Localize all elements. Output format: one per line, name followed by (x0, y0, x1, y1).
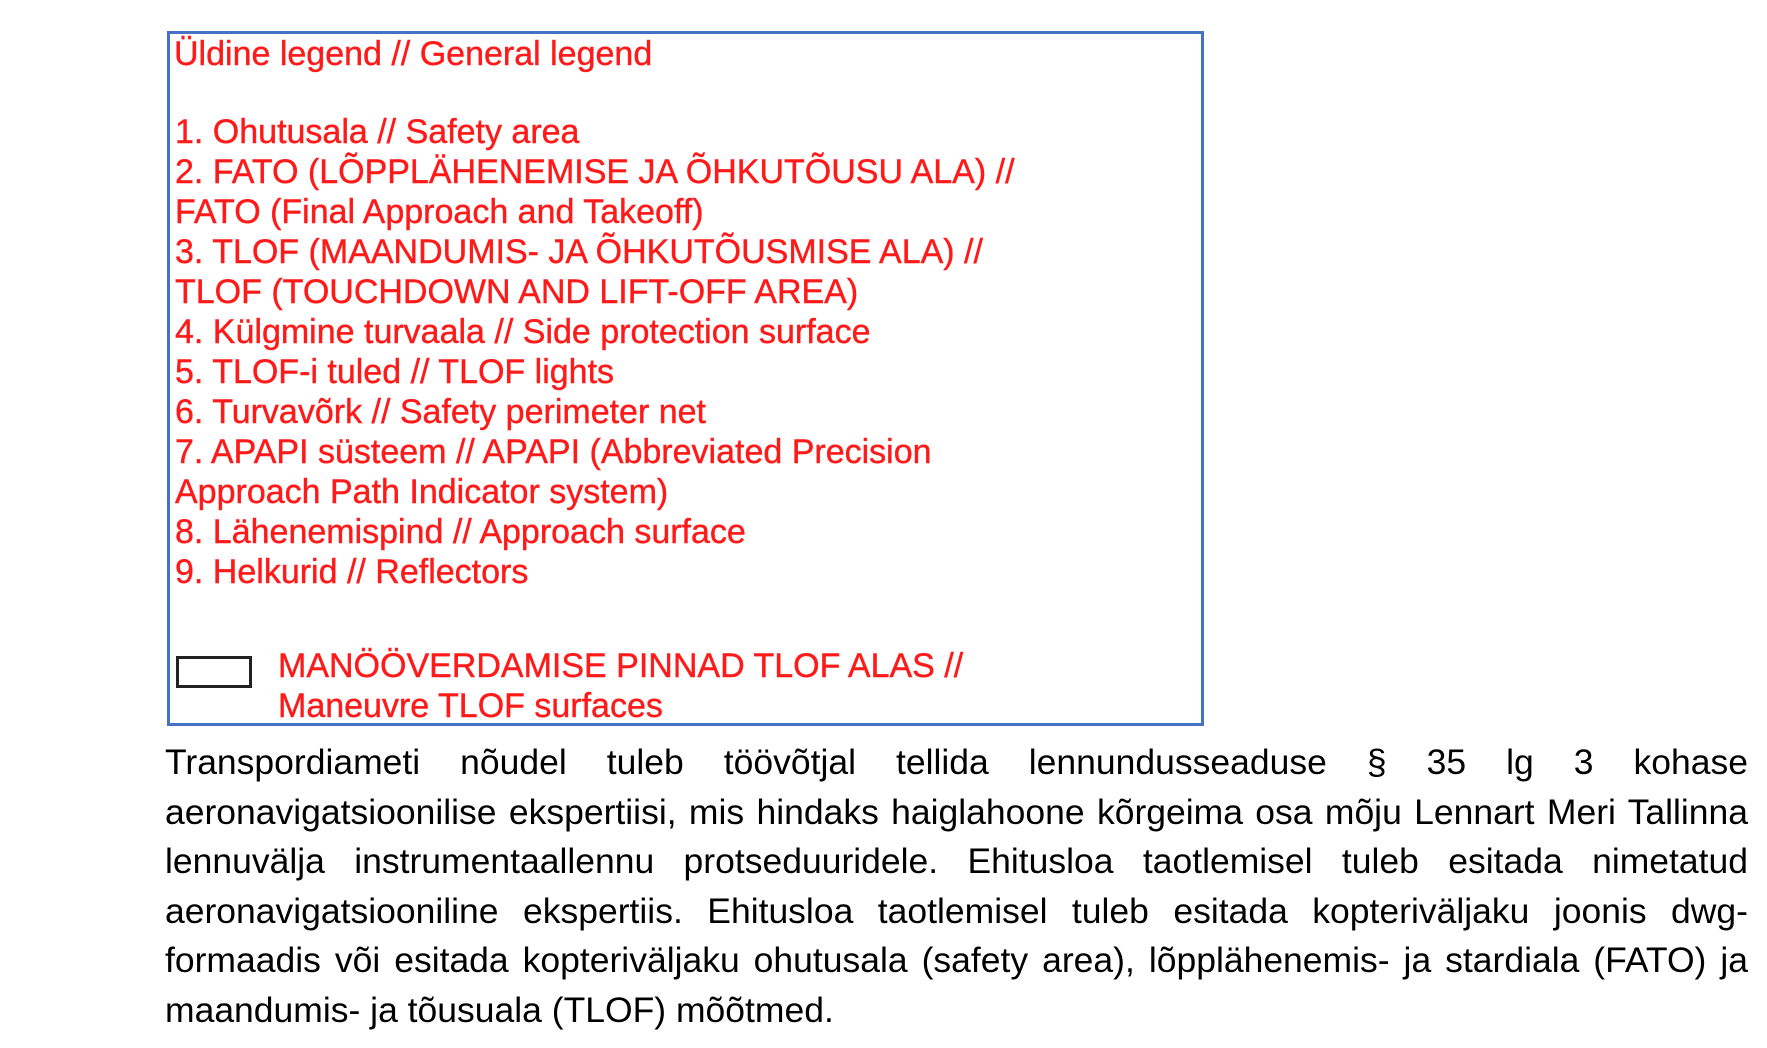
legend-item: 4. Külgmine turvaala // Side protection surface (175, 313, 871, 351)
legend-item: FATO (Final Approach and Takeoff) (175, 193, 704, 231)
maneuvre-legend-text (278, 646, 963, 726)
legend-item: 9. Helkurid // Reflectors (175, 553, 529, 591)
legend-item: 1. Ohutusala // Safety area (175, 113, 580, 151)
legend-item: Approach Path Indicator system) (175, 473, 669, 511)
legend-item: 5. TLOF-i tuled // TLOF lights (175, 353, 615, 391)
legend-item: 8. Lähenemispind // Approach surface (175, 513, 746, 551)
legend-list (175, 112, 1015, 592)
legend-item: 3. TLOF (MAANDUMIS- JA ÕHKUTÕUSMISE ALA) // (175, 233, 983, 271)
maneuvre-legend-row (174, 646, 1174, 726)
maneuvre-line-1: MANÖÖVERDAMISE PINNAD TLOF ALAS // (278, 647, 964, 685)
legend-title: Üldine legend // General legend (174, 35, 653, 73)
body-paragraph: Transpordiameti nõudel tuleb töövõtjal tellida lennundusseaduse § 35 lg 3 kohase aeronavigatsioonilise ekspertiisi, mis hindaks haiglahoone kõrgeima osa mõju Lennart Meri Tallinna lennuvälja instrumentaallennu protseduuridele. Ehitusloa taotlemisel tuleb esitada nimetatud aeronavigatsiooniline ekspertiis. Ehitusloa taotlemisel tuleb esitada kopteriväljaku joonis dwg-formaadis või esitada kopteriväljaku ohutusala (safety area), lõpplähenemis- ja stardiala (FATO) ja maandumis- ja tõusuala (TLOF) mõõtmed. (165, 742, 1748, 1030)
maneuvre-line-2: Maneuvre TLOF surfaces (278, 687, 663, 725)
legend-item: TLOF (TOUCHDOWN AND LIFT-OFF AREA) (175, 273, 859, 311)
legend-item: 6. Turvavõrk // Safety perimeter net (175, 393, 707, 431)
general-legend-box (167, 31, 1204, 726)
maneuvre-surface-swatch (176, 656, 252, 688)
legend-item: 7. APAPI süsteem // APAPI (Abbreviated Precision (175, 433, 932, 471)
legend-item: 2. FATO (LÕPPLÄHENEMISE JA ÕHKUTÕUSU ALA) // (175, 153, 1015, 191)
